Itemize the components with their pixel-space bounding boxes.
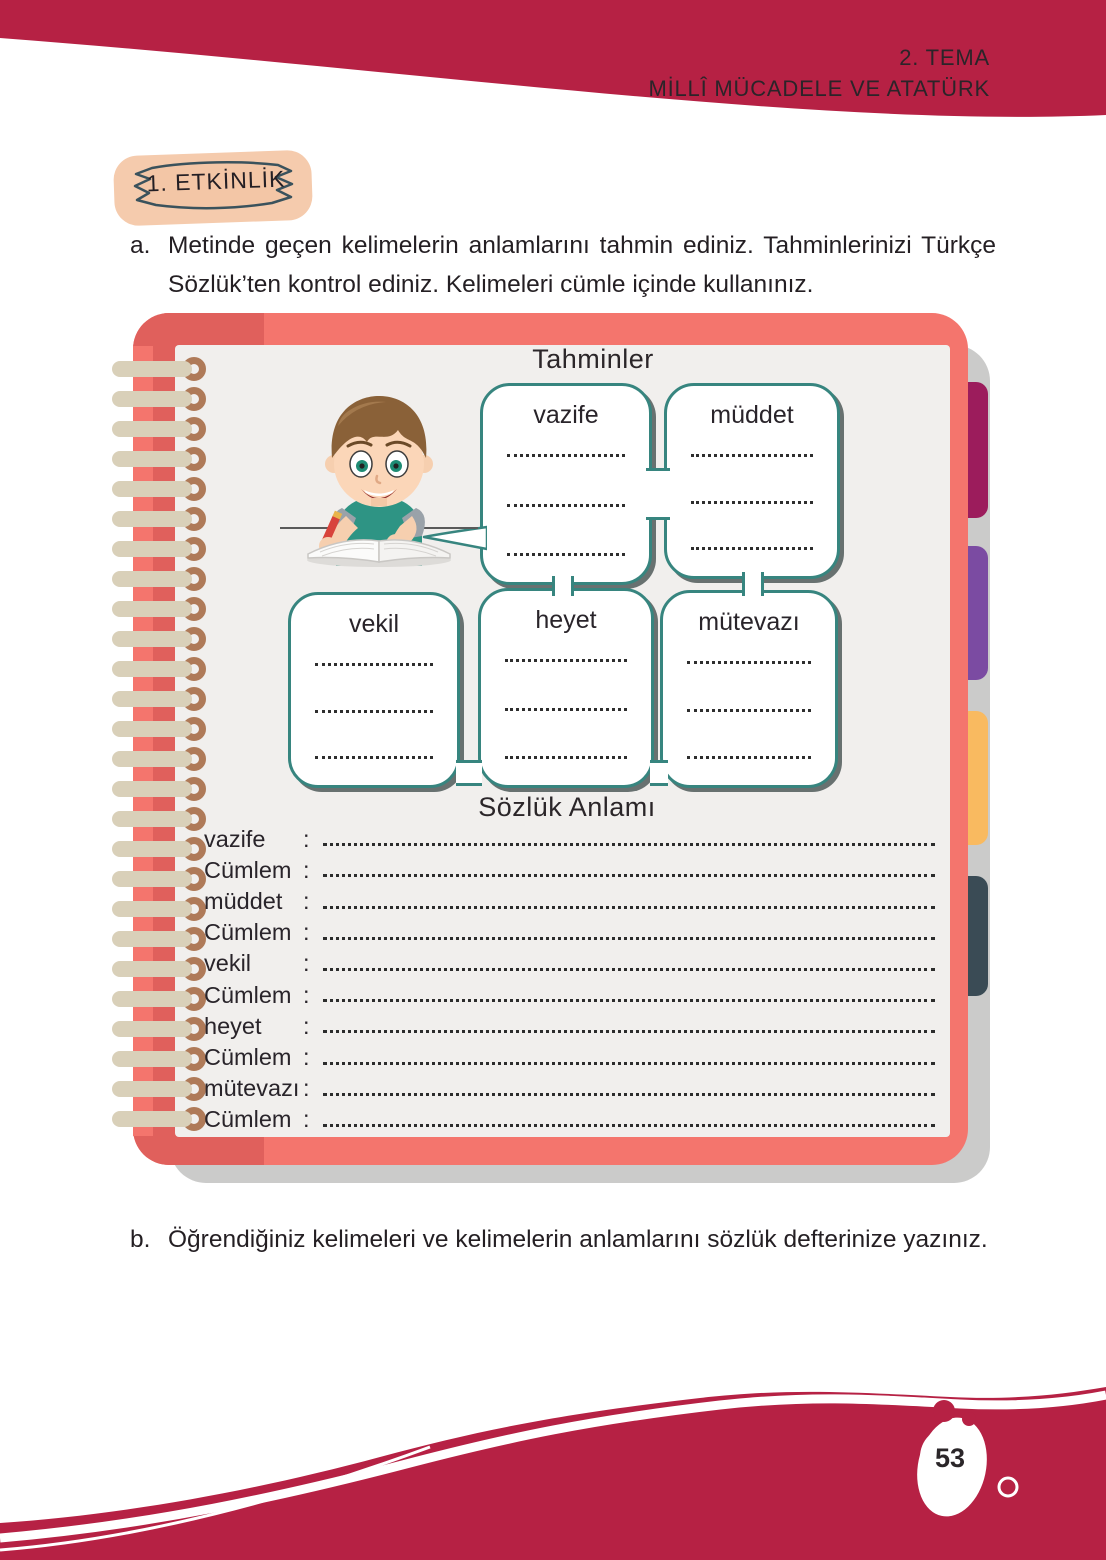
answer-label: vazife bbox=[204, 825, 266, 852]
dotted-answer-line bbox=[323, 1093, 935, 1096]
bubble-connector bbox=[646, 468, 670, 520]
answer-row bbox=[204, 1009, 935, 1040]
badge-dot-small bbox=[962, 1412, 976, 1426]
dictionary-title: Sözlük Anlamı bbox=[478, 792, 656, 822]
instruction-b bbox=[130, 1220, 996, 1259]
answer-label: Cümlem bbox=[204, 1044, 292, 1070]
dotted-line bbox=[505, 756, 627, 759]
answer-row bbox=[204, 1040, 935, 1071]
dotted-line bbox=[315, 663, 433, 666]
answer-label: Cümlem bbox=[204, 981, 292, 1008]
dotted-line bbox=[507, 454, 625, 457]
answer-label: Cümlem bbox=[204, 1106, 292, 1133]
answer-label: Cümlem bbox=[204, 856, 292, 883]
bubble-write-lines bbox=[691, 454, 813, 550]
instruction-b-text: Öğrendiğiniz kelimeleri ve kelimelerin anlamlarını sözlük defterinize yazınız. bbox=[168, 1226, 988, 1253]
prediction-bubble-mutevazi bbox=[660, 590, 838, 788]
bubble-word: heyet bbox=[535, 606, 597, 634]
dotted-answer-line bbox=[323, 906, 935, 909]
header-text bbox=[648, 42, 990, 104]
dotted-answer-line bbox=[323, 968, 935, 971]
answer-colon: : bbox=[303, 919, 310, 946]
answer-label: Cümlem bbox=[204, 919, 292, 946]
bubble-word: mütevazı bbox=[698, 608, 800, 636]
bubble-connector bbox=[742, 572, 764, 596]
answer-row bbox=[204, 884, 935, 915]
dotted-answer-line bbox=[323, 874, 935, 877]
dotted-line bbox=[687, 756, 811, 759]
bubble-word: müddet bbox=[710, 401, 794, 429]
answer-colon: : bbox=[303, 1106, 310, 1133]
answer-row bbox=[204, 916, 935, 947]
instruction-a-text: Metinde geçen kelimelerin anlamlarını tahmin ediniz. Tahminlerinizi Türkçe Sözlük’ten kontrol ediniz. Kelimeleri cümle içinde kullanınız. bbox=[168, 232, 996, 298]
bubble-write-lines bbox=[687, 661, 811, 759]
dotted-answer-line bbox=[323, 999, 935, 1002]
bubble-word: vazife bbox=[533, 401, 599, 429]
bubble-write-lines bbox=[315, 663, 433, 759]
dotted-line bbox=[505, 659, 627, 662]
prediction-bubble-vekil bbox=[288, 592, 460, 788]
answer-colon: : bbox=[303, 981, 310, 1008]
dictionary-answers bbox=[204, 822, 935, 1134]
answer-label: müddet bbox=[204, 888, 283, 915]
answer-row bbox=[204, 822, 935, 853]
bubble-connector bbox=[650, 760, 668, 786]
prediction-bubble-muddet bbox=[664, 383, 840, 579]
answer-colon: : bbox=[303, 1075, 310, 1102]
answer-colon: : bbox=[303, 825, 310, 852]
dotted-line bbox=[315, 710, 433, 713]
theme-title: MİLLÎ MÜCADELE VE ATATÜRK bbox=[648, 76, 990, 101]
answer-row bbox=[204, 1103, 935, 1134]
dotted-line bbox=[691, 501, 813, 504]
dotted-answer-line bbox=[323, 1062, 935, 1065]
answer-label: vekil bbox=[204, 950, 252, 977]
dotted-line bbox=[507, 504, 625, 507]
prediction-bubble-vazife bbox=[480, 383, 652, 585]
footer-band bbox=[0, 1370, 1106, 1560]
activity-ribbon bbox=[110, 144, 322, 230]
dotted-line bbox=[687, 709, 811, 712]
dotted-line bbox=[691, 547, 813, 550]
answer-row bbox=[204, 1072, 935, 1103]
prediction-bubble-heyet bbox=[478, 588, 654, 788]
bubble-connector bbox=[456, 760, 482, 786]
instruction-a bbox=[130, 226, 996, 304]
dotted-line bbox=[507, 553, 625, 556]
instruction-a-marker: a. bbox=[130, 232, 151, 259]
answer-row bbox=[204, 853, 935, 884]
bubble-write-lines bbox=[505, 659, 627, 759]
answer-colon: : bbox=[303, 1012, 310, 1039]
dotted-answer-line bbox=[323, 937, 935, 940]
bubble-write-lines bbox=[507, 454, 625, 556]
page-number: 53 bbox=[934, 1443, 966, 1473]
dotted-answer-line bbox=[323, 843, 935, 846]
bubble-connector bbox=[552, 576, 574, 596]
answer-row bbox=[204, 947, 935, 978]
predictions-title: Tahminler bbox=[532, 344, 654, 374]
dotted-line bbox=[687, 661, 811, 664]
badge-dot-large bbox=[933, 1400, 955, 1422]
theme-number: 2. TEMA bbox=[899, 45, 990, 70]
writing-boy-illustration bbox=[276, 386, 482, 568]
dotted-line bbox=[315, 756, 433, 759]
notebook-spine-highlight bbox=[133, 346, 153, 1136]
dotted-line bbox=[691, 454, 813, 457]
dotted-line bbox=[505, 708, 627, 711]
dotted-answer-line bbox=[323, 1030, 935, 1033]
activity-badge-label: 1. ETKİNLİK bbox=[146, 165, 286, 197]
dotted-answer-line bbox=[323, 1124, 935, 1127]
answer-label: mütevazı bbox=[204, 1075, 300, 1102]
answer-label: heyet bbox=[204, 1012, 262, 1039]
answer-colon: : bbox=[303, 950, 310, 977]
bubble-word: vekil bbox=[348, 610, 399, 638]
instruction-b-marker: b. bbox=[130, 1226, 151, 1253]
answer-colon: : bbox=[303, 888, 310, 915]
answer-colon: : bbox=[303, 1044, 310, 1070]
answer-colon: : bbox=[303, 856, 310, 883]
answer-row bbox=[204, 978, 935, 1009]
